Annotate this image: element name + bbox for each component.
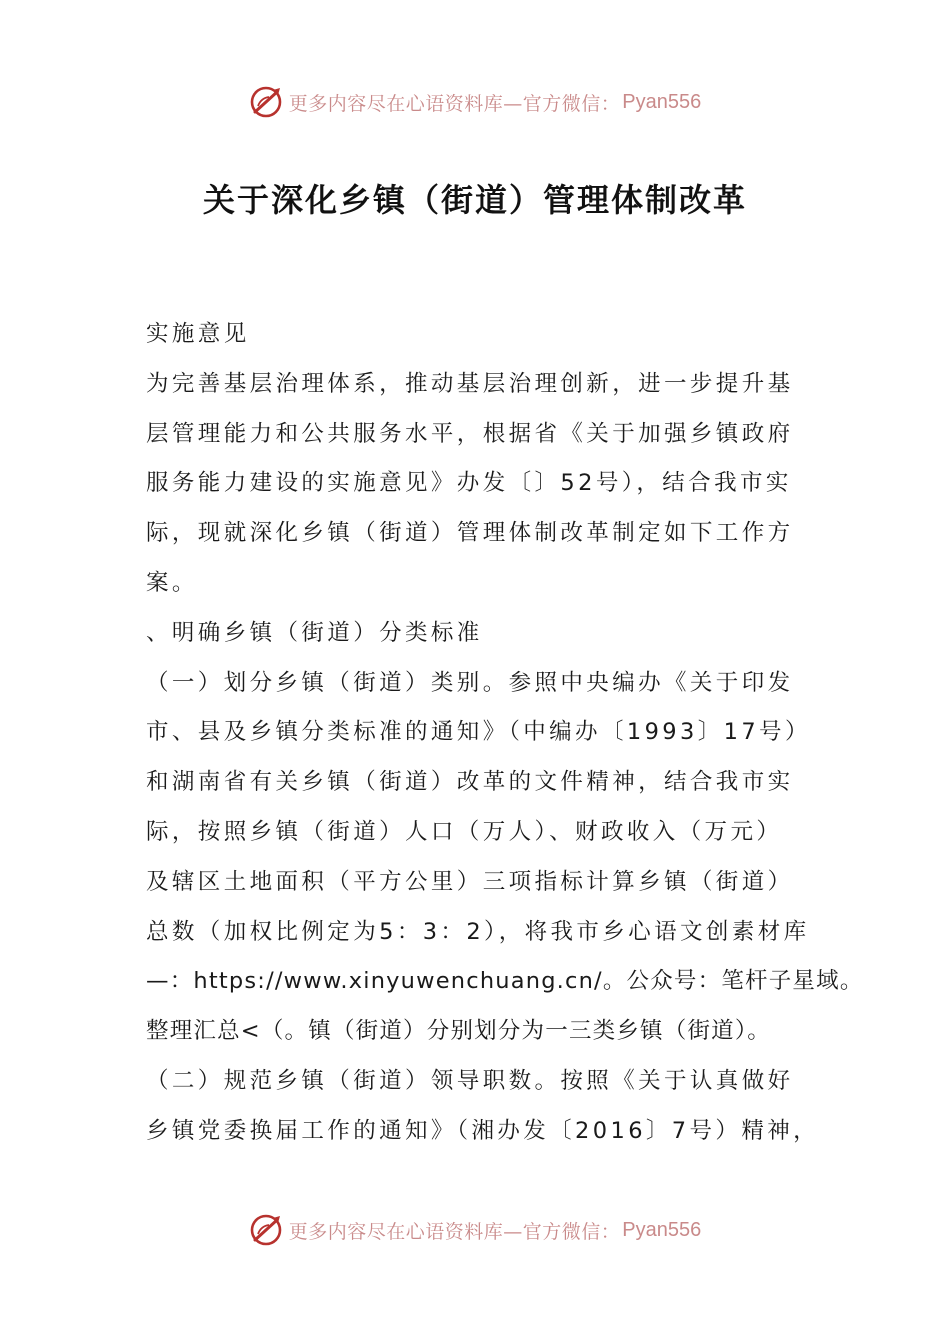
watermark-banner-top xyxy=(0,82,950,122)
body-line: 实施意见 xyxy=(146,321,250,347)
watermark-text: 更多内容尽在心语资料库—官方微信： xyxy=(288,1220,621,1243)
body-line: 总数（加权比例定为5：3：2），将我市乡心语文创素材库 xyxy=(146,918,810,945)
body-line: 案。 xyxy=(146,569,198,596)
body-line: 及辖区土地面积（平方公里）三项指标计算乡镇（街道） xyxy=(146,868,794,895)
body-line: 层管理能力和公共服务水平，根据省《关于加强乡镇政府 xyxy=(146,420,794,447)
body-line: 整理汇总<（。镇（街道）分别划分为一三类乡镇（街道）。 xyxy=(146,1018,772,1045)
body-line: （二）规范乡镇（街道）领导职数。按照《关于认真做好 xyxy=(146,1067,794,1094)
document-body xyxy=(146,310,864,1157)
body-line: 服务能力建设的实施意见》办发〔〕52号），结合我市实 xyxy=(146,470,792,497)
body-line: 乡镇党委换届工作的通知》（湘办发〔2016〕7号）精神， xyxy=(146,1117,820,1144)
watermark-wechat-id: Pyan556 xyxy=(622,90,702,113)
body-line: （一）划分乡镇（街道）类别。参照中央编办《关于印发 xyxy=(146,669,794,696)
body-line: 和湖南省有关乡镇（街道）改革的文件精神，结合我市实 xyxy=(146,769,794,796)
body-line: 、明确乡镇（街道）分类标准 xyxy=(146,619,483,646)
document-title: 关于深化乡镇（街道）管理体制改革 xyxy=(202,181,747,219)
body-line: 际，按照乡镇（街道）人口（万人）、财政收入（万元） xyxy=(146,818,783,845)
body-line: 为完善基层治理体系，推动基层治理创新，进一步提升基 xyxy=(146,370,794,397)
body-line: 市、县及乡镇分类标准的通知》（中编办〔1993〕17号） xyxy=(146,719,811,746)
watermark-wechat-id: Pyan556 xyxy=(622,1218,702,1241)
body-line: 际，现就深化乡镇（街道）管理体制改革制定如下工作方 xyxy=(146,520,794,547)
body-line-url: —：https://www.xinyuwenchuang.cn/。公众号：笔杆子星域。 xyxy=(146,968,864,995)
pen-circle-logo-icon xyxy=(249,1212,285,1248)
watermark-text: 更多内容尽在心语资料库—官方微信： xyxy=(288,92,621,115)
pen-circle-logo-icon xyxy=(249,84,285,120)
watermark-banner-bottom xyxy=(0,1210,950,1250)
